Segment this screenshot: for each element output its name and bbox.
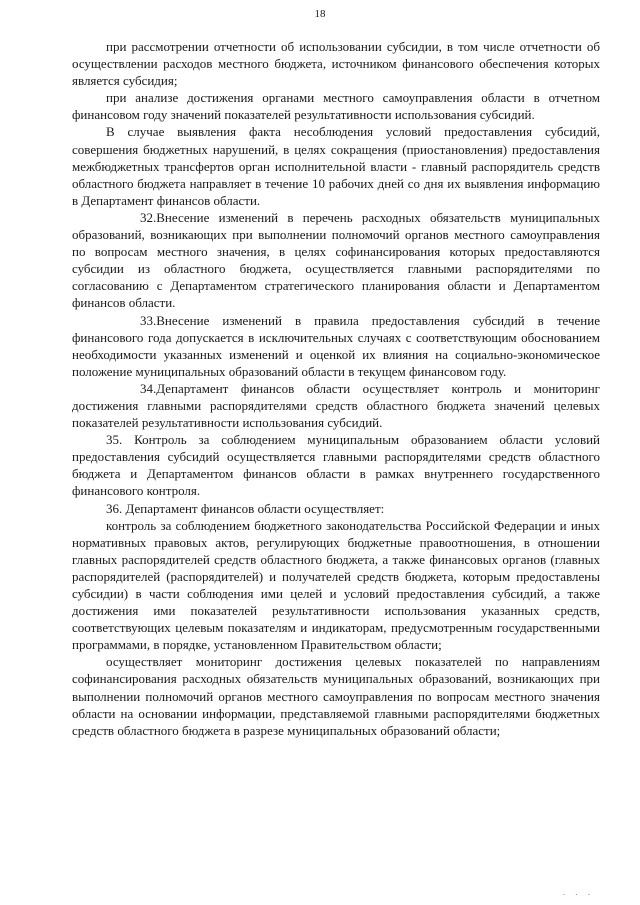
- page-number: 18: [314, 8, 326, 20]
- paragraph-text: контроль за соблюдением бюджетного законодательства Российской Федерации и иных нормативных правовых актов, регулирующих бюджетные правоотношения, в отношении главных распорядителей средств областного бюджета, а также финансовых органов (главных распорядителей (распорядителей) и получателей средств бюджета, которым предоставлены субсидии) в части соблюдения ими целей и условий предоставления субсидий, а также достижения ими показателей результативности использования указанных средств, соответствующих целевым показателям и индикаторам, предусмотренным государственными программами, в порядке, установленном Правительством области;: [72, 517, 600, 653]
- paragraph-text: Внесение изменений в правила предоставления субсидий в течение финансового года допускается в исключительных случаях с соответствующим обоснованием необходимости указанных изменений и оценкой их влияния на социально-экономическое положение муниципальных образований области в текущем финансовом году.: [72, 312, 600, 379]
- paragraph-35: [72, 431, 600, 499]
- paragraph: [72, 517, 600, 654]
- paragraph-32: [72, 209, 600, 312]
- paragraph-text: Внесение изменений в перечень расходных обязательств муниципальных образований, возникающих при выполнении полномочий органов местного самоуправления по вопросам местного значения, в целях софинансирования которых предоставляются субсидии из областного бюджета, осуществляется главными распорядителями по согласованию с Департаментом стратегического планирования области и Департаментом финансов области.: [72, 209, 600, 311]
- paragraph-number: 32.: [140, 209, 157, 225]
- paragraph-34: [72, 380, 600, 431]
- paragraph-number: 36.: [106, 500, 123, 516]
- paragraph: [72, 89, 600, 123]
- paragraph: [72, 38, 600, 89]
- paragraph-number: 34.: [140, 380, 157, 396]
- paragraph-text: Контроль за соблюдением муниципальным образованием области условий предоставления субсидий осуществляется главными распорядителями средств областного бюджета и Департаментом финансов области в рамках внутреннего государственного финансового контроля.: [72, 432, 600, 499]
- paragraph: [72, 653, 600, 738]
- document-body: [72, 38, 600, 739]
- paragraph-text: при рассмотрении отчетности об использовании субсидии, в том числе отчетности об осуществлении расходов местного бюджета, источником финансового обеспечения которых является субсидия;: [72, 39, 600, 89]
- paragraph-36: [72, 500, 600, 517]
- paragraph-text: Департамент финансов области осуществляет контроль и мониторинг достижения главными распорядителями средств областного бюджета значений целевых показателей результативности использования субсидий.: [72, 380, 600, 431]
- scan-marks: . . .: [562, 887, 594, 897]
- paragraph-text: Департамент финансов области осуществляет:: [125, 500, 385, 516]
- paragraph-text: при анализе достижения органами местного самоуправления области в отчетном финансовом году значений показателей результативности использования субсидий.: [72, 90, 600, 123]
- paragraph-number: 33.: [140, 312, 157, 328]
- paragraph-number: 35.: [106, 432, 123, 448]
- paragraph-text: В случае выявления факта несоблюдения условий предоставления субсидий, совершения бюджетных нарушений, в целях сокращения (приостановления) предоставления межбюджетных трансфертов орган исполнительной власти - главный распорядитель средств областного бюджета направляет в течение 10 рабочих дней со дня их выявления информацию в Департамент финансов области.: [72, 124, 600, 208]
- paragraph-text: осуществляет мониторинг достижения целевых показателей по направлениям софинансирования расходных обязательств муниципальных образований, возникающих при выполнении полномочий органов местного самоуправления по вопросам местного значения области на основании информации, представляемой главными распорядителями бюджетных средств областного бюджета в разрезе муниципальных образований области;: [72, 654, 600, 738]
- paragraph: [72, 123, 600, 208]
- paragraph-33: [72, 312, 600, 380]
